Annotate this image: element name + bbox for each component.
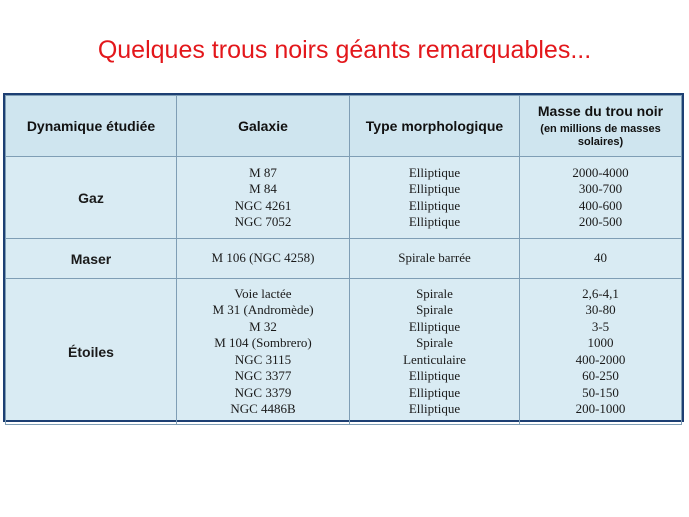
header-dynamique: Dynamique étudiée — [6, 96, 177, 157]
row-label-maser: Maser — [6, 239, 177, 279]
mass-cell: 40 — [594, 250, 607, 266]
black-holes-table — [3, 93, 684, 422]
row-label-gaz: Gaz — [6, 157, 177, 239]
mass-cell: 50-150 — [582, 384, 619, 400]
table-row-etoiles — [6, 279, 682, 425]
galaxy-cell: NGC 3379 — [234, 384, 292, 400]
galaxy-list-etoiles — [177, 279, 350, 425]
type-list-gaz — [350, 157, 520, 239]
mass-list-maser — [520, 239, 682, 279]
type-cell: Elliptique — [408, 318, 461, 334]
mass-cell: 2000-4000 — [572, 164, 629, 180]
galaxy-cell: NGC 7052 — [234, 214, 292, 229]
type-cell: Spirale — [416, 285, 453, 301]
header-type: Type morphologique — [350, 96, 520, 157]
row-label-etoiles: Étoiles — [6, 279, 177, 425]
header-galaxie: Galaxie — [177, 96, 350, 157]
mass-cell: 200-1000 — [575, 401, 626, 416]
type-cell: Elliptique — [408, 384, 461, 400]
mass-cell: 30-80 — [585, 302, 616, 317]
table-row-gaz — [6, 157, 682, 239]
mass-list-gaz — [520, 157, 682, 239]
mass-cell: 1000 — [587, 335, 614, 350]
galaxy-cell: M 104 (Sombrero) — [214, 335, 312, 350]
header-masse-subtitle: (en millions de masses solaires) — [540, 123, 661, 148]
galaxy-cell: NGC 4486B — [230, 401, 296, 416]
type-list-maser — [350, 239, 520, 279]
type-cell: Elliptique — [408, 214, 461, 229]
mass-cell: 300-700 — [578, 181, 623, 196]
table-row-maser — [6, 239, 682, 279]
type-cell: Elliptique — [408, 164, 461, 180]
type-cell: Spirale — [416, 302, 453, 317]
mass-list-etoiles — [520, 279, 682, 425]
mass-cell: 400-2000 — [575, 351, 626, 367]
header-masse-title: Masse du trou noir — [537, 103, 664, 119]
galaxy-cell: M 32 — [249, 318, 277, 334]
type-cell: Elliptique — [408, 181, 461, 196]
table-header-row — [6, 96, 682, 157]
galaxy-cell: M 106 (NGC 4258) — [211, 250, 315, 266]
galaxy-cell: NGC 4261 — [234, 197, 292, 213]
galaxy-cell: NGC 3115 — [234, 351, 292, 367]
mass-cell: 200-500 — [578, 214, 623, 229]
galaxy-cell: NGC 3377 — [234, 368, 292, 383]
type-cell: Spirale — [416, 335, 453, 350]
type-cell: Lenticulaire — [403, 351, 466, 367]
type-cell: Elliptique — [408, 368, 461, 383]
galaxy-cell: Voie lactée — [234, 285, 292, 301]
galaxy-list-maser — [177, 239, 350, 279]
galaxy-cell: M 31 (Andromède) — [212, 302, 314, 317]
galaxy-list-gaz — [177, 157, 350, 239]
galaxy-cell: M 84 — [249, 181, 277, 196]
mass-cell: 2,6-4,1 — [582, 285, 619, 301]
type-cell: Elliptique — [408, 401, 461, 416]
mass-cell: 400-600 — [578, 197, 623, 213]
type-list-etoiles — [350, 279, 520, 425]
header-masse — [520, 96, 682, 157]
galaxy-cell: M 87 — [249, 164, 277, 180]
type-cell: Spirale barrée — [398, 250, 471, 266]
slide-title: Quelques trous noirs géants remarquables... — [97, 36, 592, 64]
mass-cell: 3-5 — [591, 318, 610, 334]
mass-cell: 60-250 — [582, 368, 619, 383]
type-cell: Elliptique — [408, 197, 461, 213]
